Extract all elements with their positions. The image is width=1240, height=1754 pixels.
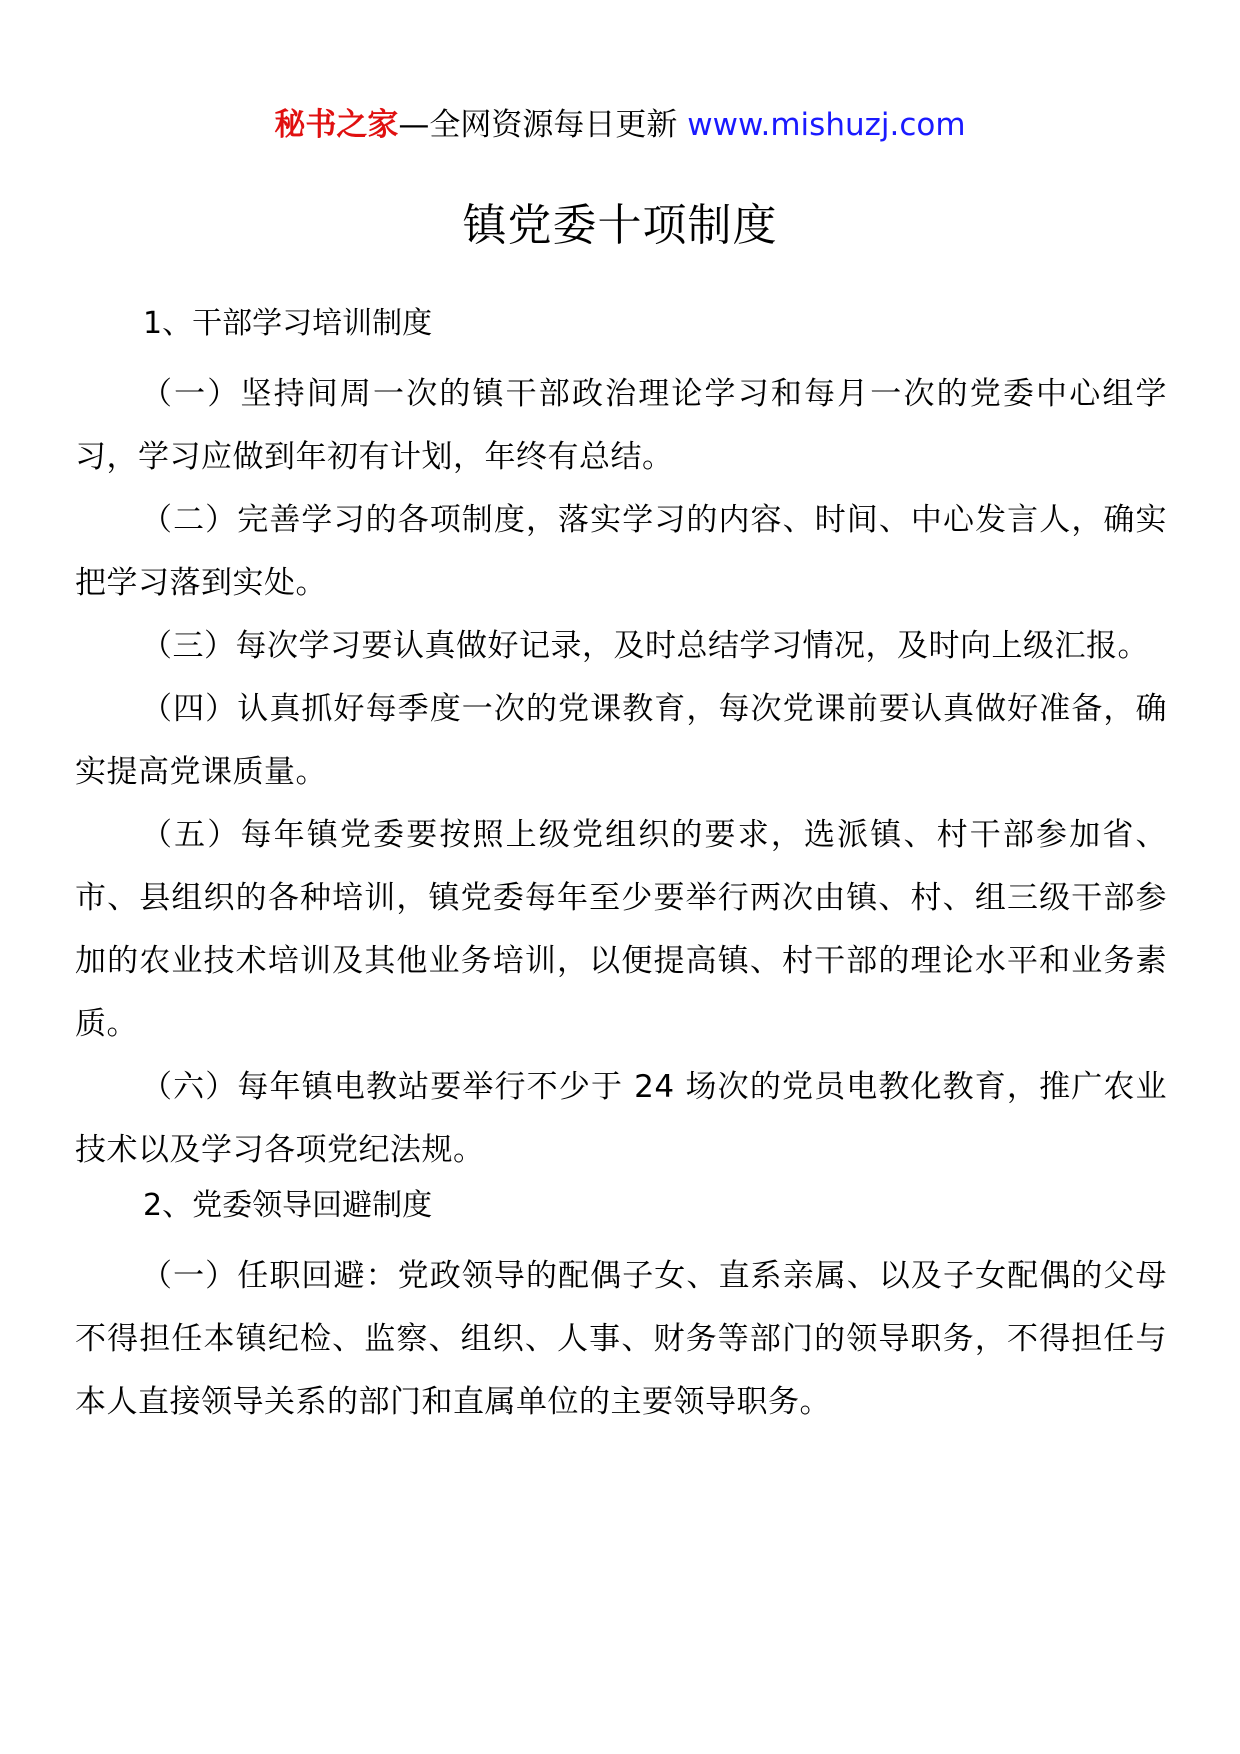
section-recusal xyxy=(75,1182,1167,1434)
paragraph: （三）每次学习要认真做好记录，及时总结学习情况，及时向上级汇报。 xyxy=(141,628,1149,664)
paragraph: （一）任职回避：党政领导的配偶子女、直系亲属、以及子女配偶的父母不得担任本镇纪检、监察、组织、人事、财务等部门的领导职务，不得担任与本人直接领导关系的部门和直属单位的主要领导职务。 xyxy=(75,1258,1167,1420)
site-url-link[interactable]: www.mishuzj.com xyxy=(687,107,966,143)
section-training xyxy=(75,300,1167,1182)
header-dash: — xyxy=(398,107,430,143)
section-heading: 1、干部学习培训制度 xyxy=(143,306,433,341)
paragraph: （二）完善学习的各项制度，落实学习的内容、时间、中心发言人，确实把学习落到实处。 xyxy=(75,502,1167,601)
paragraph: （五）每年镇党委要按照上级党组织的要求，选派镇、村干部参加省、市、县组织的各种培训，镇党委每年至少要举行两次由镇、村、组三级干部参加的农业技术培训及其他业务培训，以便提高镇、村干部的理论水平和业务素质。 xyxy=(75,817,1167,1042)
paragraph: （六）每年镇电教站要举行不少于 24 场次的党员电教化教育，推广农业技术以及学习各项党纪法规。 xyxy=(75,1069,1167,1168)
section-heading: 2、党委领导回避制度 xyxy=(143,1188,433,1223)
header-slogan: 全网资源每日更新 xyxy=(429,107,688,143)
brand-name: 秘书之家 xyxy=(274,107,399,143)
document-body xyxy=(75,300,1167,1434)
site-header xyxy=(0,103,1240,147)
paragraph: （四）认真抓好每季度一次的党课教育，每次党课前要认真做好准备，确实提高党课质量。 xyxy=(75,691,1167,790)
paragraph: （一）坚持间周一次的镇干部政治理论学习和每月一次的党委中心组学习，学习应做到年初有计划，年终有总结。 xyxy=(75,376,1167,475)
document-title: 镇党委十项制度 xyxy=(462,200,778,251)
